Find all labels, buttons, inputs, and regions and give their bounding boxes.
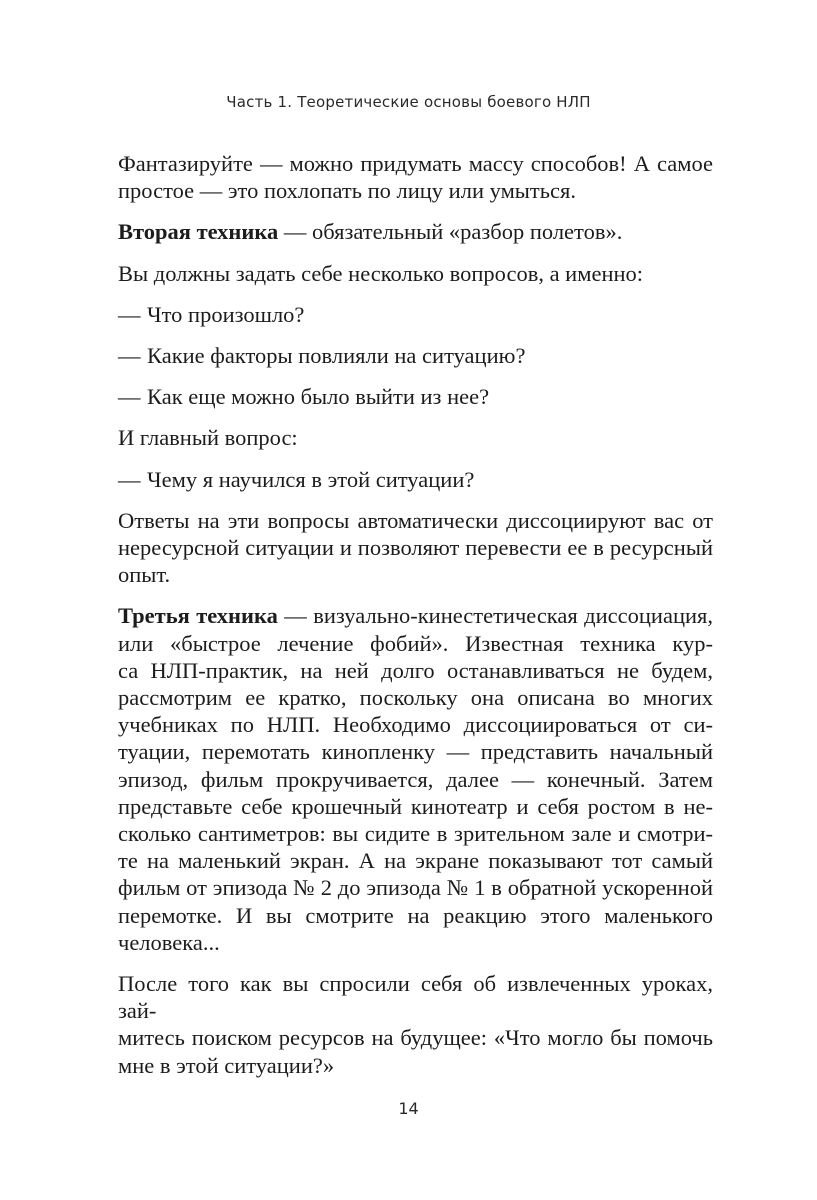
- paragraph-fantasize: [118, 150, 713, 204]
- dash-marker: —: [118, 466, 141, 492]
- text-line: эпизод, фильм прокручивается, далее — конечный. Затем: [118, 766, 713, 792]
- text-line: Фантазируйте — можно придумать массу способов! А самое: [118, 151, 713, 176]
- question-text: Чему я научился в этой ситуации?: [147, 466, 475, 492]
- text-line: [118, 602, 713, 629]
- technique-title: Третья техника: [118, 603, 278, 629]
- paragraph-main-question-intro: И главный вопрос:: [118, 425, 298, 451]
- text-line: сколько сантиметров: вы сидите в зрительном зале и смотри-: [118, 821, 713, 847]
- text-line: учебниках по НЛП. Необходимо диссоциироваться от си-: [118, 712, 713, 738]
- technique-description: — обязательный «разбор полетов».: [278, 219, 623, 245]
- text-line: представьте себе крошечный кинотеатр и себя ростом в не-: [118, 793, 713, 819]
- text-line: са НЛП-практик, на ней долго останавливаться не будем,: [118, 657, 713, 683]
- text-line: перемотке. И вы смотрите на реакцию этого маленького: [118, 902, 713, 928]
- question-item: [118, 301, 713, 328]
- paragraph-second-technique: [118, 218, 713, 245]
- text-line: простое — это похлопать по лицу или умыться.: [118, 178, 576, 204]
- dash-marker: —: [118, 384, 141, 410]
- page-number: 14: [398, 1099, 419, 1118]
- text-line: опыт.: [118, 562, 171, 588]
- dash-marker: —: [118, 301, 141, 327]
- text-line: туации, перемотать кинопленку — представить начальный: [118, 739, 713, 765]
- question-item: [118, 342, 713, 369]
- paragraph-third-technique: [118, 602, 713, 956]
- running-head: Часть 1. Теоретические основы боевого НЛП: [226, 93, 591, 111]
- question-item-main: [118, 466, 713, 493]
- text-line: те на маленький экран. А на экране показывают тот самый: [118, 848, 713, 874]
- text-line: После того как вы спросили себя об извлеченных уроках, зай-: [118, 971, 713, 1024]
- paragraph-questions-intro: Вы должны задать себе несколько вопросов, а именно:: [118, 260, 644, 286]
- question-text: Как еще можно было выйти из нее?: [147, 384, 490, 410]
- text-line: рассмотрим ее кратко, поскольку она описана во многих: [118, 685, 713, 711]
- dash-marker: —: [118, 343, 141, 369]
- technique-description: — визуально-кинестетическая диссоциация,: [277, 603, 714, 629]
- question-text: Какие факторы повлияли на ситуацию?: [147, 343, 526, 369]
- text-line: человека...: [118, 929, 220, 955]
- question-item: [118, 383, 713, 410]
- text-line: митесь поиском ресурсов на будущее: «Что могло бы помочь: [118, 1025, 713, 1051]
- text-line: нересурсной ситуации и позволяют перевести ее в ресурсный: [118, 535, 713, 561]
- paragraph-answers: [118, 507, 713, 589]
- text-line: Ответы на эти вопросы автоматически диссоциируют вас от: [118, 507, 713, 533]
- question-text: Что произошло?: [147, 301, 305, 327]
- technique-title: Вторая техника: [118, 219, 279, 245]
- text-line: мне в этой ситуации?»: [118, 1052, 335, 1078]
- page-body: [118, 150, 713, 1093]
- text-line: или «быстрое лечение фобий». Известная техника кур-: [118, 630, 713, 656]
- paragraph-resources: [118, 970, 713, 1079]
- text-line: фильм от эпизода № 2 до эпизода № 1 в обратной ускоренной: [118, 875, 713, 901]
